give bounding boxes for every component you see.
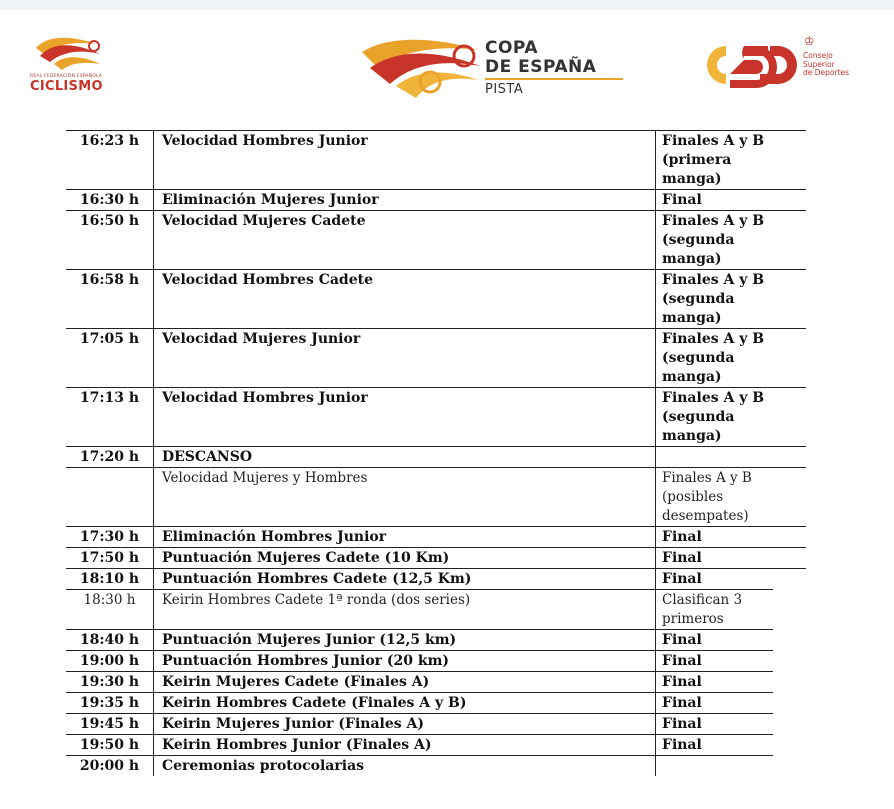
phase-line: Finales A y B	[662, 272, 765, 288]
event-cell: Ceremonias protocolarias	[153, 756, 656, 776]
phase-line: (primera	[662, 152, 732, 168]
cyclist-swoosh-icon	[34, 34, 104, 72]
time-cell: 19:35 h	[79, 695, 140, 711]
schedule-table	[66, 130, 806, 776]
schedule-row	[66, 328, 806, 387]
event-cell: Puntuación Hombres Cadete (12,5 Km)	[153, 569, 656, 589]
event-cell: Puntuación Hombres Junior (20 km)	[153, 651, 656, 671]
phase-cell	[656, 270, 794, 328]
phase-line: Final	[662, 695, 702, 711]
phase-cell	[656, 590, 773, 629]
time-cell: 17:05 h	[79, 331, 140, 347]
schedule-row	[66, 589, 773, 629]
phase-cell	[656, 388, 794, 446]
schedule-row	[66, 269, 806, 328]
phase-line: Final	[662, 192, 702, 208]
de-espana-text: DE ESPAÑA	[485, 57, 597, 77]
copa-espana-pista-logo	[360, 32, 630, 112]
csd-logo	[700, 34, 870, 104]
schedule-row	[66, 189, 806, 210]
top-band	[0, 0, 894, 10]
rfec-ciclismo-logo	[30, 34, 110, 104]
event-cell: Keirin Hombres Cadete (Finales A y B)	[153, 693, 656, 713]
phase-line: manga)	[662, 369, 722, 385]
event-cell: Eliminación Mujeres Junior	[153, 190, 656, 210]
time-cell: 16:58 h	[79, 272, 140, 288]
phase-line: (segunda	[662, 232, 735, 248]
event-cell: Keirin Hombres Cadete 1ª ronda (dos series)	[153, 590, 656, 629]
phase-cell	[656, 527, 794, 547]
schedule-row	[66, 387, 806, 446]
phase-line: manga)	[662, 171, 722, 187]
event-cell: Puntuación Mujeres Junior (12,5 km)	[153, 630, 656, 650]
phase-cell	[656, 693, 773, 713]
csd-text	[803, 52, 849, 78]
phase-line: (posibles	[662, 489, 724, 505]
phase-cell	[656, 735, 773, 755]
schedule-row	[66, 210, 806, 269]
phase-cell	[656, 714, 773, 734]
phase-line: Clasifican 3	[662, 592, 743, 608]
logo-divider	[485, 78, 623, 80]
schedule-row	[66, 526, 806, 547]
event-cell: Eliminación Hombres Junior	[153, 527, 656, 547]
phase-line: manga)	[662, 428, 722, 444]
time-cell: 16:23 h	[79, 133, 140, 149]
time-cell: 19:00 h	[79, 653, 140, 669]
phase-cell	[656, 447, 794, 467]
event-cell: Velocidad Mujeres Cadete	[153, 211, 656, 269]
event-cell: Velocidad Hombres Junior	[153, 131, 656, 189]
phase-line: Final	[662, 716, 702, 732]
ciclismo-wordmark: CICLISMO	[30, 79, 103, 94]
event-cell: Velocidad Hombres Cadete	[153, 270, 656, 328]
phase-cell	[656, 190, 794, 210]
time-cell: 17:50 h	[79, 550, 140, 566]
phase-line: (segunda	[662, 350, 735, 366]
phase-line: manga)	[662, 310, 722, 326]
phase-line: Finales A y B	[662, 213, 765, 229]
time-cell: 20:00 h	[79, 758, 140, 774]
phase-line: Finales A y B	[662, 133, 765, 149]
phase-cell	[656, 131, 794, 189]
crown-icon: ♔	[804, 34, 815, 48]
schedule-row	[66, 755, 773, 776]
time-cell: 18:10 h	[79, 571, 140, 587]
event-cell: DESCANSO	[153, 447, 656, 467]
phase-cell	[656, 756, 773, 776]
time-cell: 17:30 h	[79, 529, 140, 545]
phase-line: Finales A y B	[662, 470, 752, 486]
time-cell: 19:30 h	[79, 674, 140, 690]
time-cell: 18:40 h	[79, 632, 140, 648]
time-cell: 17:20 h	[79, 449, 140, 465]
copa-swoosh-icon	[360, 34, 482, 104]
phase-line: (segunda	[662, 409, 735, 425]
page-header	[0, 10, 894, 120]
phase-line: Final	[662, 571, 702, 587]
csd-line-1: Consejo	[803, 51, 833, 60]
phase-line: desempates)	[662, 508, 749, 524]
phase-cell	[656, 468, 794, 526]
event-cell: Velocidad Mujeres y Hombres	[153, 468, 656, 526]
event-cell: Puntuación Mujeres Cadete (10 Km)	[153, 548, 656, 568]
phase-line: Final	[662, 632, 702, 648]
phase-cell	[656, 569, 794, 589]
phase-line: Final	[662, 674, 702, 690]
schedule-row	[66, 734, 773, 755]
event-cell: Velocidad Mujeres Junior	[153, 329, 656, 387]
phase-line: manga)	[662, 251, 722, 267]
phase-cell	[656, 672, 773, 692]
phase-line: Finales A y B	[662, 331, 765, 347]
time-cell: 19:45 h	[79, 716, 140, 732]
phase-line: Final	[662, 550, 702, 566]
phase-cell	[656, 329, 794, 387]
schedule-row	[66, 650, 773, 671]
phase-line: Final	[662, 653, 702, 669]
event-cell: Keirin Mujeres Cadete (Finales A)	[153, 672, 656, 692]
phase-cell	[656, 651, 773, 671]
schedule-row	[66, 467, 806, 526]
csd-line-2: Superior	[803, 59, 835, 69]
schedule-row	[66, 568, 806, 589]
phase-cell	[656, 548, 794, 568]
phase-cell	[656, 211, 794, 269]
schedule-row	[66, 692, 773, 713]
phase-line: Finales A y B	[662, 390, 765, 406]
event-cell: Keirin Mujeres Junior (Finales A)	[153, 714, 656, 734]
pista-text: PISTA	[485, 82, 524, 97]
phase-line: Final	[662, 529, 702, 545]
schedule-row	[66, 547, 806, 568]
schedule-row	[66, 446, 806, 467]
time-cell: 16:30 h	[79, 192, 140, 208]
rfec-org-line: REAL FEDERACIÓN ESPAÑOLA	[30, 74, 103, 79]
time-cell: 16:50 h	[79, 213, 140, 229]
time-cell	[66, 468, 153, 526]
schedule-row	[66, 629, 773, 650]
time-cell: 18:30 h	[83, 592, 136, 608]
phase-cell	[656, 630, 773, 650]
event-cell: Keirin Hombres Junior (Finales A)	[153, 735, 656, 755]
csd-mark-icon	[700, 42, 800, 88]
time-cell: 17:13 h	[79, 390, 140, 406]
schedule-row	[66, 671, 773, 692]
phase-line: primeros	[662, 611, 724, 627]
copa-text: COPA	[485, 38, 538, 58]
event-cell: Velocidad Hombres Junior	[153, 388, 656, 446]
time-cell: 19:50 h	[79, 737, 140, 753]
csd-line-3: de Deportes	[803, 68, 850, 77]
schedule-row	[66, 713, 773, 734]
schedule-row	[66, 130, 806, 189]
phase-line: (segunda	[662, 291, 735, 307]
phase-line: Final	[662, 737, 702, 753]
